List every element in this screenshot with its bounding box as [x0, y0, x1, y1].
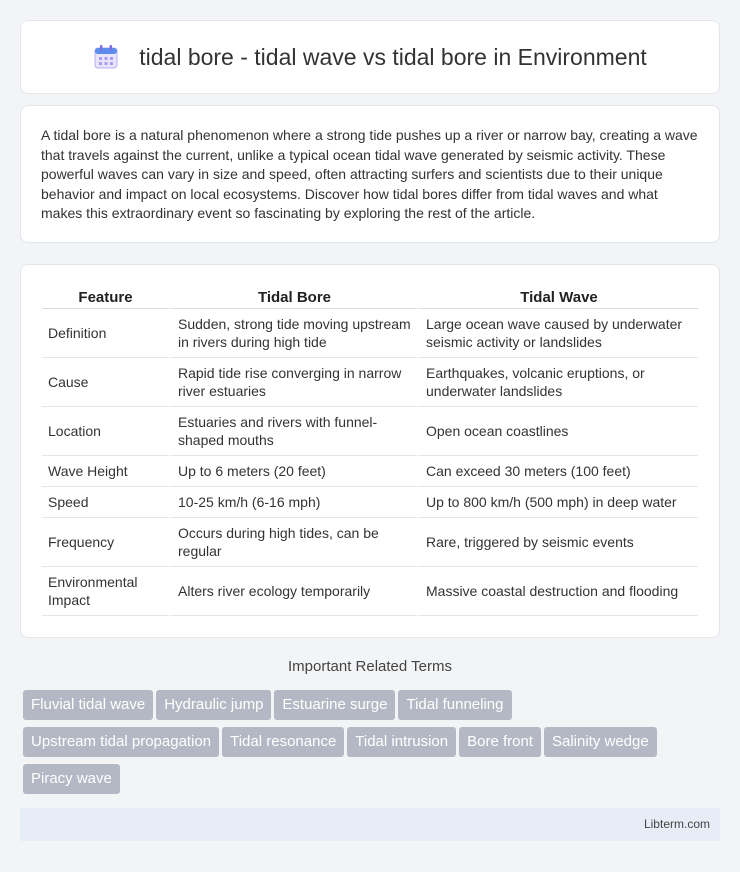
tidal-wave-cell: Rare, triggered by seismic events — [417, 518, 698, 567]
table-row — [42, 518, 698, 567]
intro-card — [20, 105, 720, 243]
related-terms-list — [23, 690, 723, 801]
header-card — [20, 20, 720, 94]
tidal-bore-cell: 10-25 km/h (6-16 mph) — [169, 487, 417, 518]
related-term-tag[interactable]: Tidal resonance — [222, 727, 344, 757]
table-row — [42, 487, 698, 518]
table-row — [42, 567, 698, 616]
table-row — [42, 309, 698, 358]
feature-cell: Wave Height — [42, 456, 169, 487]
tidal-wave-cell: Open ocean coastlines — [417, 407, 698, 456]
comparison-card — [20, 264, 720, 638]
footer-site-link[interactable]: Libterm.com — [643, 817, 710, 831]
table-row — [42, 358, 698, 407]
feature-cell: Location — [42, 407, 169, 456]
related-term-tag[interactable]: Piracy wave — [23, 764, 120, 794]
related-term-tag[interactable]: Upstream tidal propagation — [23, 727, 219, 757]
related-terms-title: Important Related Terms — [288, 658, 452, 675]
comparison-table — [42, 287, 698, 616]
header-feature: Feature — [42, 287, 169, 309]
related-term-tag[interactable]: Fluvial tidal wave — [23, 690, 153, 720]
header-tidal-bore: Tidal Bore — [169, 287, 417, 309]
tidal-bore-cell: Estuaries and rivers with funnel-shaped mouths — [169, 407, 417, 456]
related-term-tag[interactable]: Tidal intrusion — [347, 727, 456, 757]
tidal-bore-cell: Alters river ecology temporarily — [169, 567, 417, 616]
tidal-bore-cell: Sudden, strong tide moving upstream in rivers during high tide — [169, 309, 417, 358]
table-row — [42, 407, 698, 456]
page-title: tidal bore - tidal wave vs tidal bore in Environment — [139, 43, 647, 70]
header-tidal-wave: Tidal Wave — [417, 287, 698, 309]
intro-text: A tidal bore is a natural phenomenon where a strong tide pushes up a river or narrow bay, creating a wave that travels against the current, unlike a typical ocean tidal wave generated by seismic activity. These powerful waves can vary in size and speed, often attracting surfers and scientists due to their unique behavior and impact on local ecosystems. Discover how tidal bores differ from tidal waves and what makes this extraordinary event so fascinating by exploring the rest of the article. — [41, 127, 698, 222]
tidal-bore-cell: Occurs during high tides, can be regular — [169, 518, 417, 567]
tidal-wave-cell: Massive coastal destruction and flooding — [417, 567, 698, 616]
feature-cell: Definition — [42, 309, 169, 358]
related-term-tag[interactable]: Tidal funneling — [398, 690, 511, 720]
feature-cell: Environmental Impact — [42, 567, 169, 616]
related-term-tag[interactable]: Hydraulic jump — [156, 690, 271, 720]
feature-cell: Speed — [42, 487, 169, 518]
feature-cell: Frequency — [42, 518, 169, 567]
related-term-tag[interactable]: Salinity wedge — [544, 727, 657, 757]
tidal-wave-cell: Large ocean wave caused by underwater seismic activity or landslides — [417, 309, 698, 358]
tidal-wave-cell: Earthquakes, volcanic eruptions, or underwater landslides — [417, 358, 698, 407]
tidal-bore-cell: Rapid tide rise converging in narrow river estuaries — [169, 358, 417, 407]
tidal-wave-cell: Can exceed 30 meters (100 feet) — [417, 456, 698, 487]
table-row — [42, 456, 698, 487]
related-term-tag[interactable]: Bore front — [459, 727, 541, 757]
footer — [20, 808, 720, 841]
feature-cell: Cause — [42, 358, 169, 407]
calendar-icon — [93, 44, 119, 70]
tidal-bore-cell: Up to 6 meters (20 feet) — [169, 456, 417, 487]
related-term-tag[interactable]: Estuarine surge — [274, 690, 395, 720]
table-header-row — [42, 287, 698, 309]
tidal-wave-cell: Up to 800 km/h (500 mph) in deep water — [417, 487, 698, 518]
